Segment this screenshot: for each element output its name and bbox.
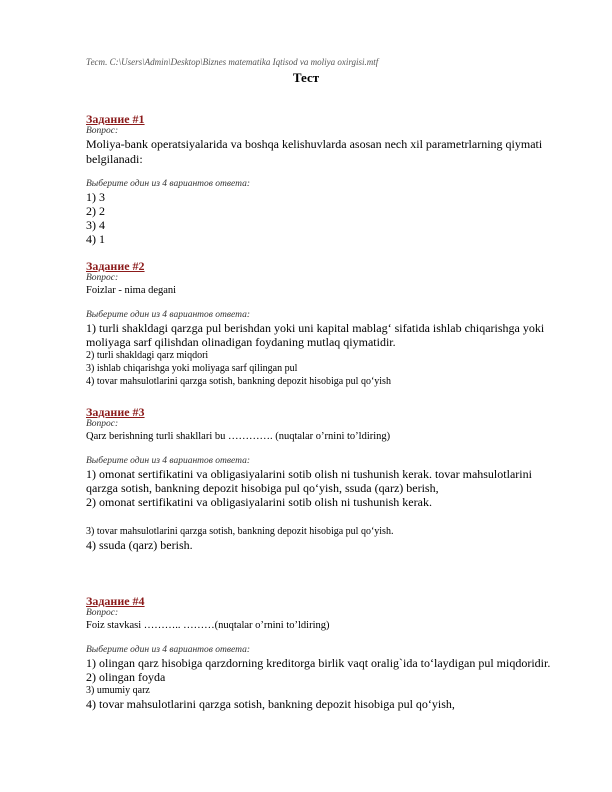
- answer-option: 3) ishlab chiqarishga yoki moliyaga sarf qilingan pul: [86, 363, 298, 374]
- question-text: Qarz berishning turli shakllari bu …………. (nuqtalar o’rnini to’ldiring): [86, 431, 391, 442]
- task-3: [86, 405, 556, 552]
- page-title: Тест: [292, 70, 320, 85]
- task-title: Задание #4: [86, 594, 145, 608]
- answer-option: 1) olingan qarz hisobiga qarzdorning kreditorga birlik vaqt oralig`ida to‘laydigan pul miqdoridir.: [86, 656, 551, 670]
- task-1: [86, 112, 556, 246]
- answer-option: 3) tovar mahsulotlarini qarzga sotish, bankning depozit hisobiga pul qo‘yish.: [86, 526, 394, 537]
- answer-option: 1) 3: [86, 190, 105, 204]
- answer-option: 1) turli shakldagi qarzga pul berishdan yoki uni kapital mablag‘ sifatida ishlab chiqarishga yoki moliyaga sarf qilishdan olinadigan foydaning mutlaq qiymatidir.: [86, 321, 545, 349]
- task-title: Задание #1: [86, 112, 145, 126]
- answer-option: 4) tovar mahsulotlarini qarzga sotish, bankning depozit hisobiga pul qo‘yish: [86, 376, 391, 387]
- question-text: Moliya-bank operatsiyalarida va boshqa kelishuvlarda asosan nech xil parametrlarning qiymati belgilanadi:: [86, 137, 543, 166]
- answer-option: 2) turli shakldagi qarz miqdori: [86, 350, 209, 361]
- answer-option: 2) olingan foyda: [86, 670, 166, 684]
- choose-label: Выберите один из 4 вариантов ответа:: [86, 645, 251, 655]
- answer-option: 4) 1: [86, 232, 105, 246]
- question-label: Вопрос:: [86, 273, 119, 283]
- header-file-path: Тест. C:\Users\Admin\Desktop\Biznes matematika Iqtisod va moliya oxirgisi.mtf: [86, 57, 379, 67]
- question-text: Foizlar - nima degani: [86, 285, 177, 296]
- choose-label: Выберите один из 4 вариантов ответа:: [86, 179, 251, 189]
- answer-option: 2) 2: [86, 204, 105, 218]
- answer-option: 3) 4: [86, 218, 105, 232]
- answer-option: 1) omonat sertifikatini va obligasiyalarini sotib olish ni tushunish kerak. tovar mahsulotlarini qarzga sotish, bankning depozit hisobiga pul qo‘yish, ssuda (qarz) berish,: [86, 467, 532, 495]
- task-2: [86, 259, 556, 388]
- question-label: Вопрос:: [86, 419, 119, 429]
- task-title: Задание #3: [86, 405, 145, 419]
- task-title: Задание #2: [86, 259, 145, 273]
- answer-option: 4) tovar mahsulotlarini qarzga sotish, bankning depozit hisobiga pul qo‘yish,: [86, 697, 455, 711]
- question-label: Вопрос:: [86, 126, 119, 136]
- question-text: Foiz stavkasi ……….. ………(nuqtalar o’rnini to’ldiring): [86, 620, 330, 631]
- answer-option: 2) omonat sertifikatini va obligasiyalarini sotib olish ni tushunish kerak.: [86, 495, 432, 509]
- choose-label: Выберите один из 4 вариантов ответа:: [86, 310, 251, 320]
- choose-label: Выберите один из 4 вариантов ответа:: [86, 456, 251, 466]
- task-4: [86, 594, 556, 711]
- answer-option: 4) ssuda (qarz) berish.: [86, 538, 193, 552]
- question-label: Вопрос:: [86, 608, 119, 618]
- answer-option: 3) umumiy qarz: [86, 685, 150, 696]
